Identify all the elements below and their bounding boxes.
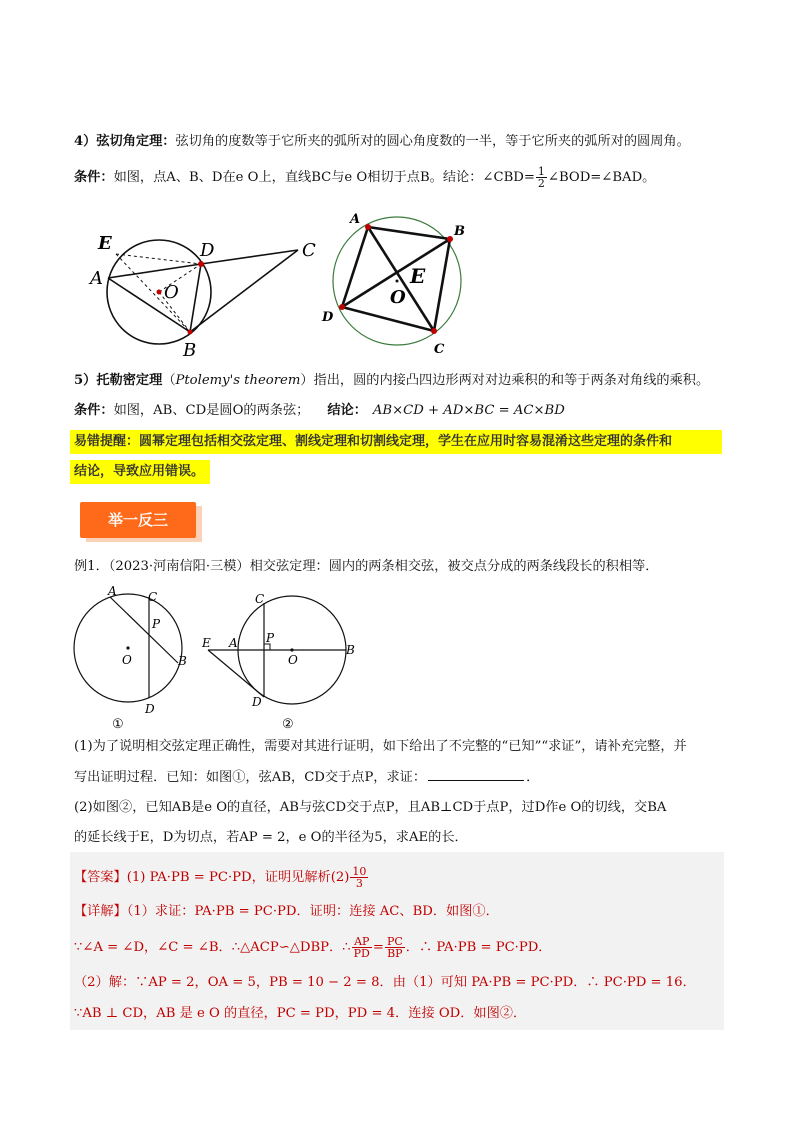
theorem5-body: 指出，圆的内接凸四边形两对对边乘积的和等于两条对角线的乘积。: [313, 373, 710, 388]
fig1-label-C: C: [302, 240, 316, 261]
detail-line-1: [74, 903, 499, 921]
theorem5-paren-close: ）: [300, 373, 314, 388]
warning-line-1: 易错提醒：圆幂定理包括相交弦定理、割线定理和切割线定理，学生在应用时容易混淆这些定理的条件和: [74, 434, 673, 449]
answer-text: (1) PA·PB = PC·PD，证明见解析(2): [126, 870, 350, 885]
exfig1-label-P: P: [152, 617, 161, 631]
theorem5-cond-label: 条件：: [74, 403, 114, 418]
theorem4-cond-label: 条件：: [74, 170, 114, 185]
exfig1-label-B: B: [178, 654, 187, 668]
theorem5-cond-text: 如图，AB、CD是圆O的两条弦；: [113, 403, 310, 418]
fig2-label-O: O: [390, 287, 406, 308]
answer-fraction: $\frac{10}{3}$: [352, 865, 367, 890]
fig2-label-D: D: [322, 310, 334, 325]
exfig2-label-E: E: [202, 636, 211, 650]
fig1-label-O: O: [164, 282, 179, 303]
theorem5-english: Ptolemy's theorem: [175, 373, 301, 388]
example-figure-2: [200, 585, 365, 735]
fig2-label-C: C: [434, 342, 445, 357]
example-figure-1: [70, 585, 190, 735]
theorem5-line: [74, 372, 709, 390]
fig2-label-E: E: [410, 264, 426, 288]
theorem4-title: 4）弦切角定理：: [74, 134, 176, 149]
exfig2-label-B: B: [346, 643, 355, 657]
detail-text-1: （1）求证：PA·PB = PC·PD．证明：连接 AC、BD．如图①．: [126, 904, 499, 919]
theorem4-line: [74, 133, 690, 151]
fig1-label-B: B: [183, 340, 197, 361]
fig2-label-B: B: [454, 224, 465, 239]
fig1-label-D: D: [200, 240, 215, 261]
question1-text: 写出证明过程．已知：如图①，弦AB，CD交于点P，求证：: [74, 770, 427, 785]
exfig2-label-D: D: [252, 695, 262, 709]
theorem5-paren-open: （: [162, 373, 176, 388]
question1-line1: (1)为了说明相交弦定理正确性，需要对其进行证明，如下给出了不完整的“已知”“求证”，请补充完整，并: [74, 739, 687, 754]
question2-line2: 的延长线于E，D为切点，若AP = 2，e O的半径为5，求AE的长．: [74, 830, 468, 845]
exfig2-label-C: C: [255, 592, 265, 606]
question1-line2: [74, 767, 539, 787]
detail-fraction-pc-bp: $\frac{PC}{BP}$: [386, 935, 403, 960]
exfig1-label-O: O: [122, 653, 132, 667]
detail-text-2b: ．∴ PA·PB = PC·PD．: [405, 940, 552, 955]
theorem4-condition: [74, 166, 655, 189]
exfig1-label-C: C: [148, 590, 158, 604]
detail-line-3: （2）解：∵AP = 2，OA = 5，PB = 10 − 2 = 8．由（1）可知 PA·PB = PC·PD．∴ PC·PD = 16．: [74, 975, 696, 990]
detail-label: 【详解】: [74, 904, 127, 919]
theorem5-title: 5）托勒密定理: [74, 373, 163, 388]
exfig1-caption: ①: [112, 717, 124, 732]
theorem5-conclusion-label: 结论：: [327, 403, 367, 418]
example1-intro: 例1．（2023·河南信阳·三模）相交弦定理：圆内的两条相交弦，被交点分成的两条线段长的积相等．: [74, 559, 659, 574]
exfig2-label-P: P: [266, 631, 275, 645]
exfig1-label-A: A: [108, 585, 117, 598]
ptolemy-figure: [318, 205, 478, 365]
detail-text-2a: ∵∠A = ∠D，∠C = ∠B．∴△ACP∽△DBP．∴: [74, 940, 351, 955]
fig1-label-E: E: [98, 233, 112, 254]
answer-label: 【答案】: [74, 870, 127, 885]
answer-line: [74, 866, 369, 889]
detail-line-2: [74, 936, 552, 959]
fig2-label-A: A: [350, 212, 361, 227]
theorem5-condition: [74, 402, 565, 420]
fig1-label-A: A: [90, 268, 103, 289]
exfig2-caption: ②: [282, 717, 294, 732]
tangent-chord-figure: [80, 228, 330, 363]
section-tag-label: 举一反三: [107, 511, 168, 529]
exfig1-label-D: D: [145, 702, 155, 716]
theorem4-cond-text: 如图，点A、B、D在e O上，直线BC与e O相切于点B。结论：∠CBD=: [113, 170, 535, 185]
question2-line1: (2)如图②，已知AB是e O的直径，AB与弦CD交于点P，且AB⊥CD于点P，过D作e O的切线，交BA: [74, 800, 667, 815]
ptolemy-formula: AB×CD + AD×BC = AC×BD: [372, 403, 565, 418]
theorem4-cond-tail: ∠BOD=∠BAD。: [547, 170, 656, 185]
detail-line-4: ∵AB ⊥ CD，AB 是 e O 的直径，PC = PD，PD = 4．连接 OD．如图②．: [74, 1006, 527, 1021]
exfig2-label-A: A: [229, 636, 238, 650]
half-fraction: $\frac{1}{2}$: [537, 165, 545, 190]
theorem4-body: 弦切角的度数等于它所夹的弧所对的圆心角度数的一半，等于它所夹的弧所对的圆周角。: [175, 134, 690, 149]
warning-line-2: 结论，导致应用错误。: [74, 464, 205, 479]
question1-end: ．: [526, 770, 540, 785]
detail-equals: =: [372, 940, 384, 955]
exfig2-label-O: O: [288, 653, 298, 667]
detail-fraction-ap-pd: $\frac{AP}{PD}$: [353, 935, 370, 960]
answer-blank[interactable]: [428, 767, 524, 781]
